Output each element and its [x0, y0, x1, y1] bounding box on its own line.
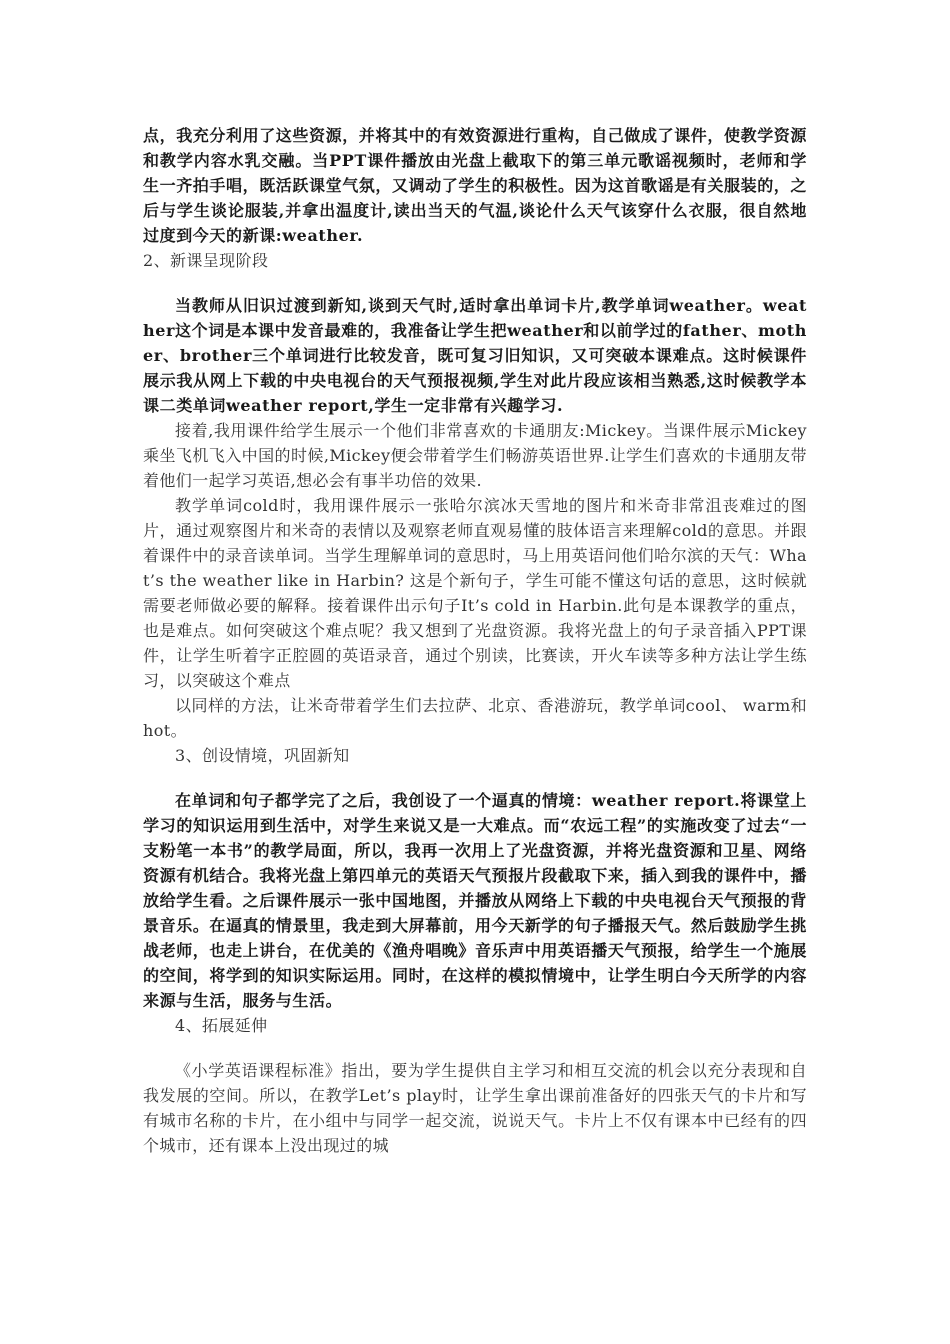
paragraph-weather-report: 在单词和句子都学完了之后，我创设了一个逼真的情境：weather report.将课堂上学习的知识运用到生活中，对学生来说又是一大难点。而“农远工程”的实施改变了过去“一支粉笔一本书”的教学局面，所以，我再一次用上了光盘资源，并将光盘资源和卫星、网络资源有机结合。我将光盘上第四单元的英语天气预报片段截取下来，插入到我的课件中，播放给学生看。之后课件展示一张中国地图，并播放从网络上下载的中央电视台天气预报的背景音乐。在逼真的情景里，我走到大屏幕前，用今天新学的句子播报天气。然后鼓励学生挑战老师，也走上讲台，在优美的《渔舟唱晚》音乐声中用英语播天气预报，给学生一个施展的空间，将学到的知识实际运用。同时，在这样的模拟情境中，让学生明白今天所学的内容来源与生活，服务与生活。 [143, 791, 808, 1010]
paragraph-gap [143, 273, 807, 293]
paragraph-same-method: 以同样的方法，让米奇带着学生们去拉萨、北京、香港游玩，教学单词cool、 warm和hot。 [143, 696, 807, 740]
paragraph-cold: 教学单词cold时，我用课件展示一张哈尔滨冰天雪地的图片和米奇非常沮丧难过的图片，通过观察图片和米奇的表情以及观察老师直观易懂的肢体语言来理解cold的意思。并跟着课件中的录音读单词。当学生理解单词的意思时，马上用英语问他们哈尔滨的天气：What’s the weather like in Harbin? 这是个新句子，学生可能不懂这句话的意思，这时候就需要老师做必要的解释。接着课件出示句子It’s cold in Harbin.此句是本课教学的重点，也是难点。如何突破这个难点呢？我又想到了光盘资源。我将光盘上的句子录音插入PPT课件，让学生听着字正腔圆的英语录音，通过个别读，比赛读，开火车读等多种方法让学生练习，以突破这个难点 [143, 496, 807, 690]
paragraph-mickey: 接着,我用课件给学生展示一个他们非常喜欢的卡通朋友:Mickey。当课件展示Mickey乘坐飞机飞入中国的时候,Mickey便会带着学生们畅游英语世界.让学生们喜欢的卡通朋友带着他们一起学习英语,想必会有事半功倍的效果. [143, 421, 807, 490]
paragraph-curriculum: 《小学英语课程标准》指出，要为学生提供自主学习和相互交流的机会以充分表现和自我发展的空间。所以，在教学Let’s play时，让学生拿出课前准备好的四张天气的卡片和写有城市名称的卡片，在小组中与同学一起交流，说说天气。卡片上不仅有课本中已经有的四个城市，还有课本上没出现过的城 [143, 1061, 807, 1155]
paragraph-gap [143, 768, 807, 788]
paragraph-weather-word: 当教师从旧识过渡到新知,谈到天气时,适时拿出单词卡片,教学单词weather。weather这个词是本课中发音最难的，我准备让学生把weather和以前学过的father、mother、brother三个单词进行比较发音，既可复习旧知识，又可突破本课难点。这时候课件展示我从网上下载的中央电视台的天气预报视频,学生对此片段应该相当熟悉,这时候教学本课二类单词weather report,学生一定非常有兴趣学习. [143, 296, 807, 415]
document-page [143, 123, 807, 1158]
section-heading-new-lesson: 2、新课呈现阶段 [143, 251, 269, 270]
paragraph-intro: 点，我充分利用了这些资源，并将其中的有效资源进行重构，自己做成了课件，使教学资源和教学内容水乳交融。当PPT课件播放由光盘上截取下的第三单元歌谣视频时，老师和学生一齐拍手唱，既活跃课堂气氛，又调动了学生的积极性。因为这首歌谣是有关服装的，之后与学生谈论服装,并拿出温度计,读出当天的气温,谈论什么天气该穿什么衣服，很自然地过度到今天的新课:weather. [143, 126, 808, 245]
paragraph-gap [143, 1038, 807, 1058]
section-heading-situation: 3、创设情境，巩固新知 [175, 746, 350, 765]
section-heading-extension: 4、拓展延伸 [175, 1016, 268, 1035]
